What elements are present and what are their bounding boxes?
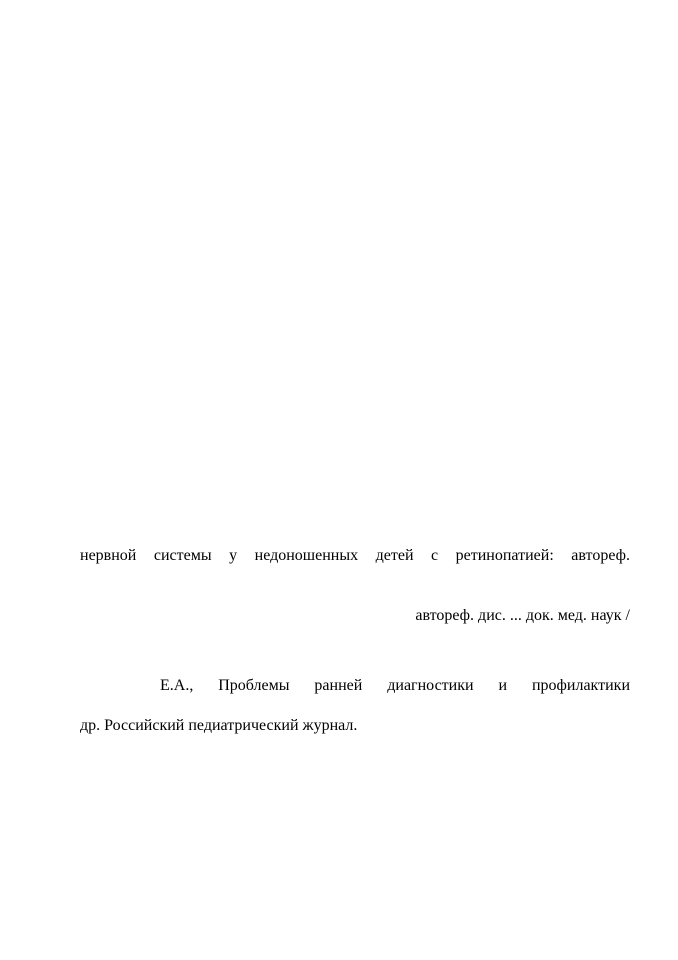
text-line-2: автореф. дис. ... док. мед. наук / (415, 607, 630, 624)
text-line-4: др. Российский педиатрический журнал. (80, 717, 358, 734)
text-line-3: Е.А., Проблемы ранней диагностики и профилактики (160, 677, 630, 694)
text-line-1: нервной системы у недоношенных детей с ретинопатией: автореф. (80, 547, 630, 564)
